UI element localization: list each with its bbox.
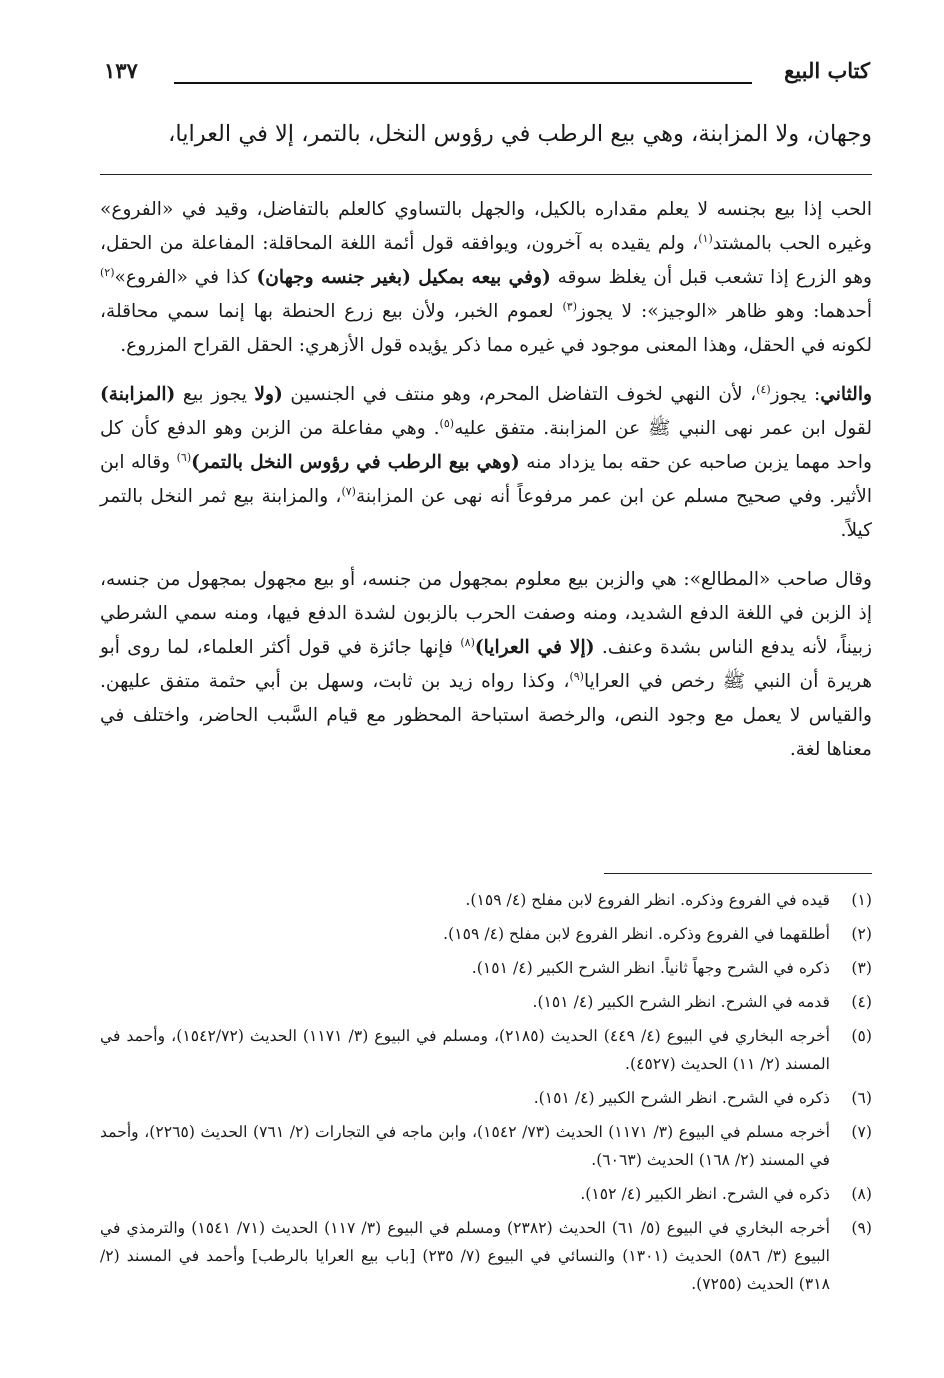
bold-run: (المزابنة) xyxy=(100,384,176,405)
text-run: لقول ابن عمر نهى النبي ﷺ عن المزابنة. متفق عليه xyxy=(454,418,872,439)
text-run: الحب إذا بيع بجنسه لا يعلم مقداره بالكيل، والجهل بالتساوي كالعلم بالتفاضل، وقيد في «الفروع» وغيره الحب بالمشتد xyxy=(100,199,872,254)
footnote xyxy=(100,1180,872,1208)
bold-run: (وفي بيعه بمكيل (بغير جنسه وجهان) xyxy=(256,267,551,288)
bold-run: (إلا في العرايا) xyxy=(474,637,595,658)
footnote-number: (٤) xyxy=(851,993,872,1011)
footnote-text: قيده في الفروع وذكره. انظر الفروع لابن مفلح (٤/ ١٥٩). xyxy=(465,891,830,909)
footnote xyxy=(100,954,872,982)
text-run: فإنها جائزة في قول أكثر العلماء، لما روى أبو هريرة أن النبي ﷺ رخص في العرايا xyxy=(100,637,872,692)
matn-text: وجهان، ولا المزابنة، وهي بيع الرطب في رؤوس النخل، بالتمر، إلا في العرايا، xyxy=(168,121,872,147)
footnote-text: أخرجه البخاري في البيوع (٤/ ٤٤٩) الحديث (٢١٨٥)، ومسلم في البيوع (٣/ ١١٧١) الحديث (١٥٤٢/٧٢)، وأحمد في المسند (٢/ ١١) الحديث (٤٥٢٧). xyxy=(100,1027,830,1073)
text-run: . وهي مفاعلة من الزبن وهو الدفع كأن كل واحد مهما يزبن صاحبه عن حقه بما يزداد منه xyxy=(100,418,872,473)
footnote-number: (٥) xyxy=(851,1027,872,1045)
commentary-paragraph xyxy=(100,193,872,363)
footnote-divider xyxy=(604,873,872,874)
text-run: أحدهما: وهو ظاهر «الوجيز»: لا يجوز xyxy=(577,301,873,322)
footnote-ref: (٩) xyxy=(569,669,584,683)
text-run: ، والمزابنة بيع ثمر النخل بالتمر كيلاً. xyxy=(100,486,872,541)
footnote xyxy=(100,988,872,1016)
commentary-paragraph xyxy=(100,563,872,767)
footnote-number: (٣) xyxy=(851,959,872,977)
header-rule xyxy=(174,82,752,84)
bold-run: (ولا xyxy=(254,384,283,405)
commentary-paragraph xyxy=(100,378,872,548)
footnote xyxy=(100,1118,872,1174)
footnote-text: ذكره في الشرح. انظر الشرح الكبير (٤/ ١٥١). xyxy=(533,1089,830,1107)
footnote-number: (٨) xyxy=(851,1185,872,1203)
footnote xyxy=(100,1084,872,1112)
footnote-number: (١) xyxy=(851,891,872,909)
page-header xyxy=(104,58,870,92)
text-run: كذا في «الفروع» xyxy=(114,267,257,288)
text-run: وقال صاحب «المطالع»: هي والزبن بيع معلوم بمجهول من جنسه، أو بيع مجهول بمجهول من جنسه، إذ الزبن في اللغة الدفع الشديد، ومنه وصفت الحرب بالزبون لشدة الدفع فيها، ومنه سمي الشرطي زبيناً، لأنه يدفع الناس بشدة وعنف. xyxy=(100,569,872,658)
footnote-number: (٩) xyxy=(851,1219,872,1237)
footnote-number: (٦) xyxy=(851,1089,872,1107)
footnote-ref: (٣) xyxy=(562,299,577,313)
footnote xyxy=(100,920,872,948)
commentary xyxy=(100,193,872,782)
footnote-ref: (١) xyxy=(698,231,713,245)
footnote-text: أخرجه البخاري في البيوع (٥/ ٦١) الحديث (٢٣٨٢) ومسلم في البيوع (٣/ ١١٧) الحديث (٧١/ ١٥٤١) والترمذي في البيوع (٣/ ٥٨٦) الحديث (١٣٠١) والنسائي في البيوع (٧/ ٢٣٥) [باب بيع العرايا بالرطب] وأحمد في المسند (٢/ ٣١٨) الحديث (٧٢٥٥). xyxy=(100,1219,831,1293)
footnote-text: أخرجه مسلم في البيوع (٣/ ١١٧١) الحديث (٧٣/ ١٥٤٢)، وابن ماجه في التجارات (٢/ ٧٦١) الحديث (٢٢٦٥)، وأحمد في المسند (٢/ ١٦٨) الحديث (٦٠٦٣). xyxy=(100,1123,831,1169)
bold-run: (وهي بيع الرطب في رؤوس النخل بالتمر) xyxy=(191,452,520,473)
text-run: ، ولم يقيده به آخرون، ويوافقه قول أئمة اللغة المحاقلة: المفاعلة من الحقل، وهو الزرع إذا تشعب قبل أن يغلظ سوقه xyxy=(100,233,872,288)
page-number: ١٣٧ xyxy=(104,58,138,83)
footnote-number: (٢) xyxy=(851,925,872,943)
text-run: لعموم الخبر، ولأن بيع زرع الحنطة بها إنما سمي محاقلة، لكونه في الحقل، وهذا المعنى موجود في غيره مما ذكر يؤيده قول الأزهري: الحقل القراح المزروع. xyxy=(100,301,872,356)
text-run: : يجوز xyxy=(770,384,821,405)
footnote-text: قدمه في الشرح. انظر الشرح الكبير (٤/ ١٥١). xyxy=(532,993,830,1011)
footnote xyxy=(100,886,872,914)
text-run: ، وكذا رواه زيد بن ثابت، وسهل بن أبي حثمة متفق عليهن. والقياس لا يعمل مع وجود النص، والرخصة استباحة المحظور مع قيام السَّبب الحاضر، واختلف في معناها لغة. xyxy=(100,671,872,760)
text-run: ، لأن النهي لخوف التفاضل المحرم، وهو منتف في الجنسين xyxy=(282,384,757,405)
footnote-ref: (٦) xyxy=(176,450,192,464)
footnotes xyxy=(100,886,872,1304)
text-run: يجوز بيع xyxy=(175,384,255,405)
footnote xyxy=(100,1214,872,1298)
footnote-text: ذكره في الشرح. انظر الكبير (٤/ ١٥٢). xyxy=(580,1185,830,1203)
text-run: وقاله ابن الأثير. وفي صحيح مسلم عن ابن عمر مرفوعاً أنه نهى عن المزابنة xyxy=(100,452,872,507)
footnote-text: أطلقهما في الفروع وذكره. انظر الفروع لابن مفلح (٤/ ١٥٩). xyxy=(443,925,830,943)
footnote-ref: (٢) xyxy=(100,265,115,279)
footnote-number: (٧) xyxy=(851,1123,872,1141)
footnote-ref: (٨) xyxy=(460,635,475,649)
running-title: كتاب البيع xyxy=(784,58,870,83)
footnote-ref: (٤) xyxy=(756,382,771,396)
footnote xyxy=(100,1022,872,1078)
matn-divider xyxy=(100,174,872,175)
footnote-text: ذكره في الشرح وجهاً ثانياً. انظر الشرح الكبير (٤/ ١٥١). xyxy=(471,959,830,977)
bold-run: والثاني xyxy=(820,384,872,405)
footnote-ref: (٧) xyxy=(341,484,356,498)
footnote-ref: (٥) xyxy=(439,416,455,430)
